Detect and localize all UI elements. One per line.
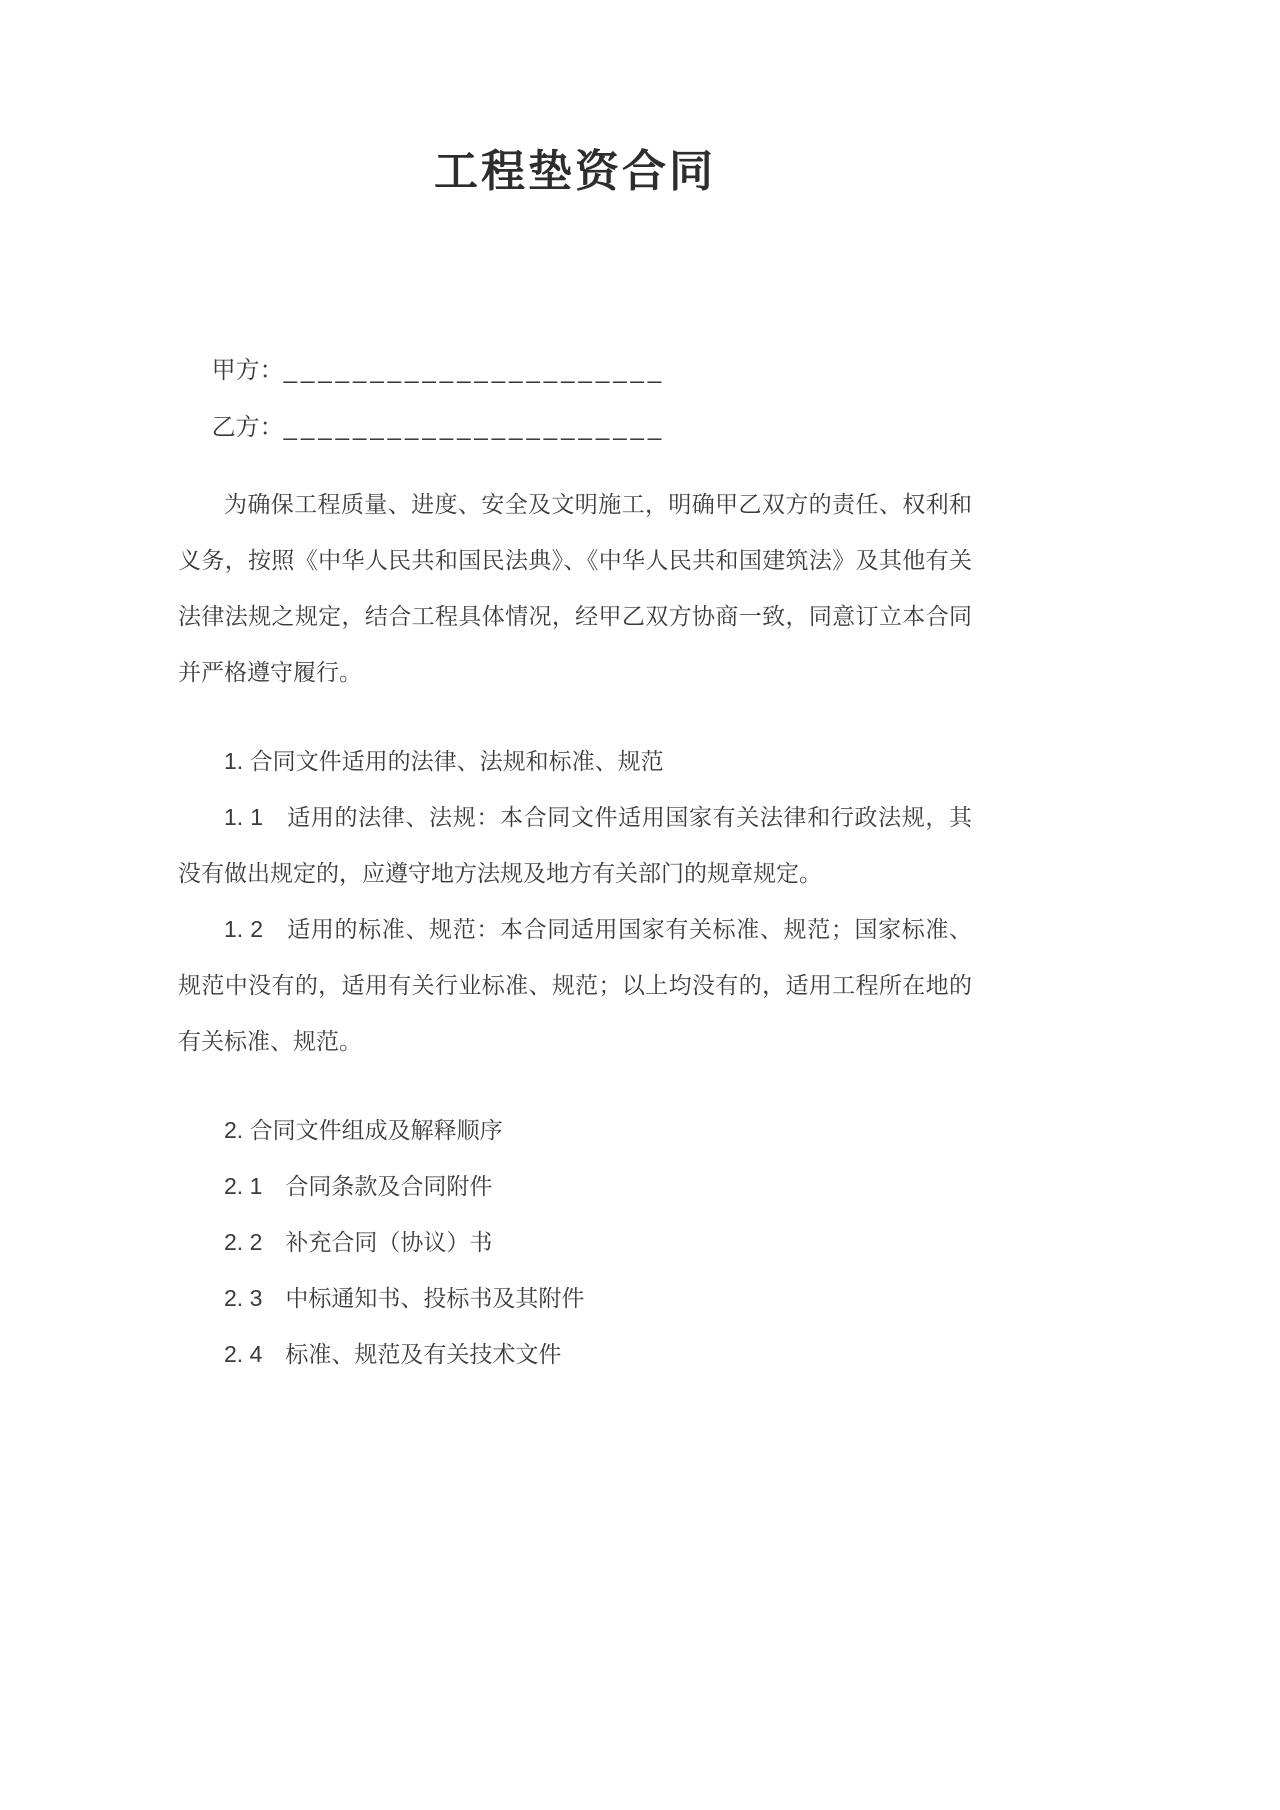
party-a-line [178,342,972,399]
party-b-label: 乙方： [211,414,284,441]
clause-2-3: 2. 3 中标通知书、投标书及其附件 [224,1285,585,1311]
document-title: 工程垫资合同 [434,147,716,196]
contract-body [178,476,972,1382]
party-block [178,342,972,456]
clause-2-1: 2. 1 合同条款及合同附件 [224,1173,493,1199]
party-a-label: 甲方： [211,357,284,384]
party-b-blank: ______________________ [283,414,666,441]
section-1-heading: 1. 合同文件适用的法律、法规和标准、规范 [224,748,664,774]
clause-1-1: 1. 1 适用的法律、法规：本合同文件适用国家有关法律和行政法规，其没有做出规定的，应遵守地方法规及地方有关部门的规章规定。 [178,804,972,886]
party-b-line [178,399,972,456]
intro-paragraph: 为确保工程质量、进度、安全及文明施工，明确甲乙双方的责任、权利和义务，按照《中华人民共和国民法典》、《中华人民共和国建筑法》及其他有关法律法规之规定，结合工程具体情况，经甲乙双方协商一致，同意订立本合同并严格遵守履行。 [178,491,972,685]
section-2-heading: 2. 合同文件组成及解释顺序 [224,1117,503,1143]
clause-2-4: 2. 4 标准、规范及有关技术文件 [224,1341,562,1367]
party-a-blank: ______________________ [283,357,666,384]
clause-2-2: 2. 2 补充合同（协议）书 [224,1229,493,1255]
clause-1-2: 1. 2 适用的标准、规范：本合同适用国家有关标准、规范；国家标准、规范中没有的，适用有关行业标准、规范；以上均没有的，适用工程所在地的有关标准、规范。 [178,916,972,1054]
